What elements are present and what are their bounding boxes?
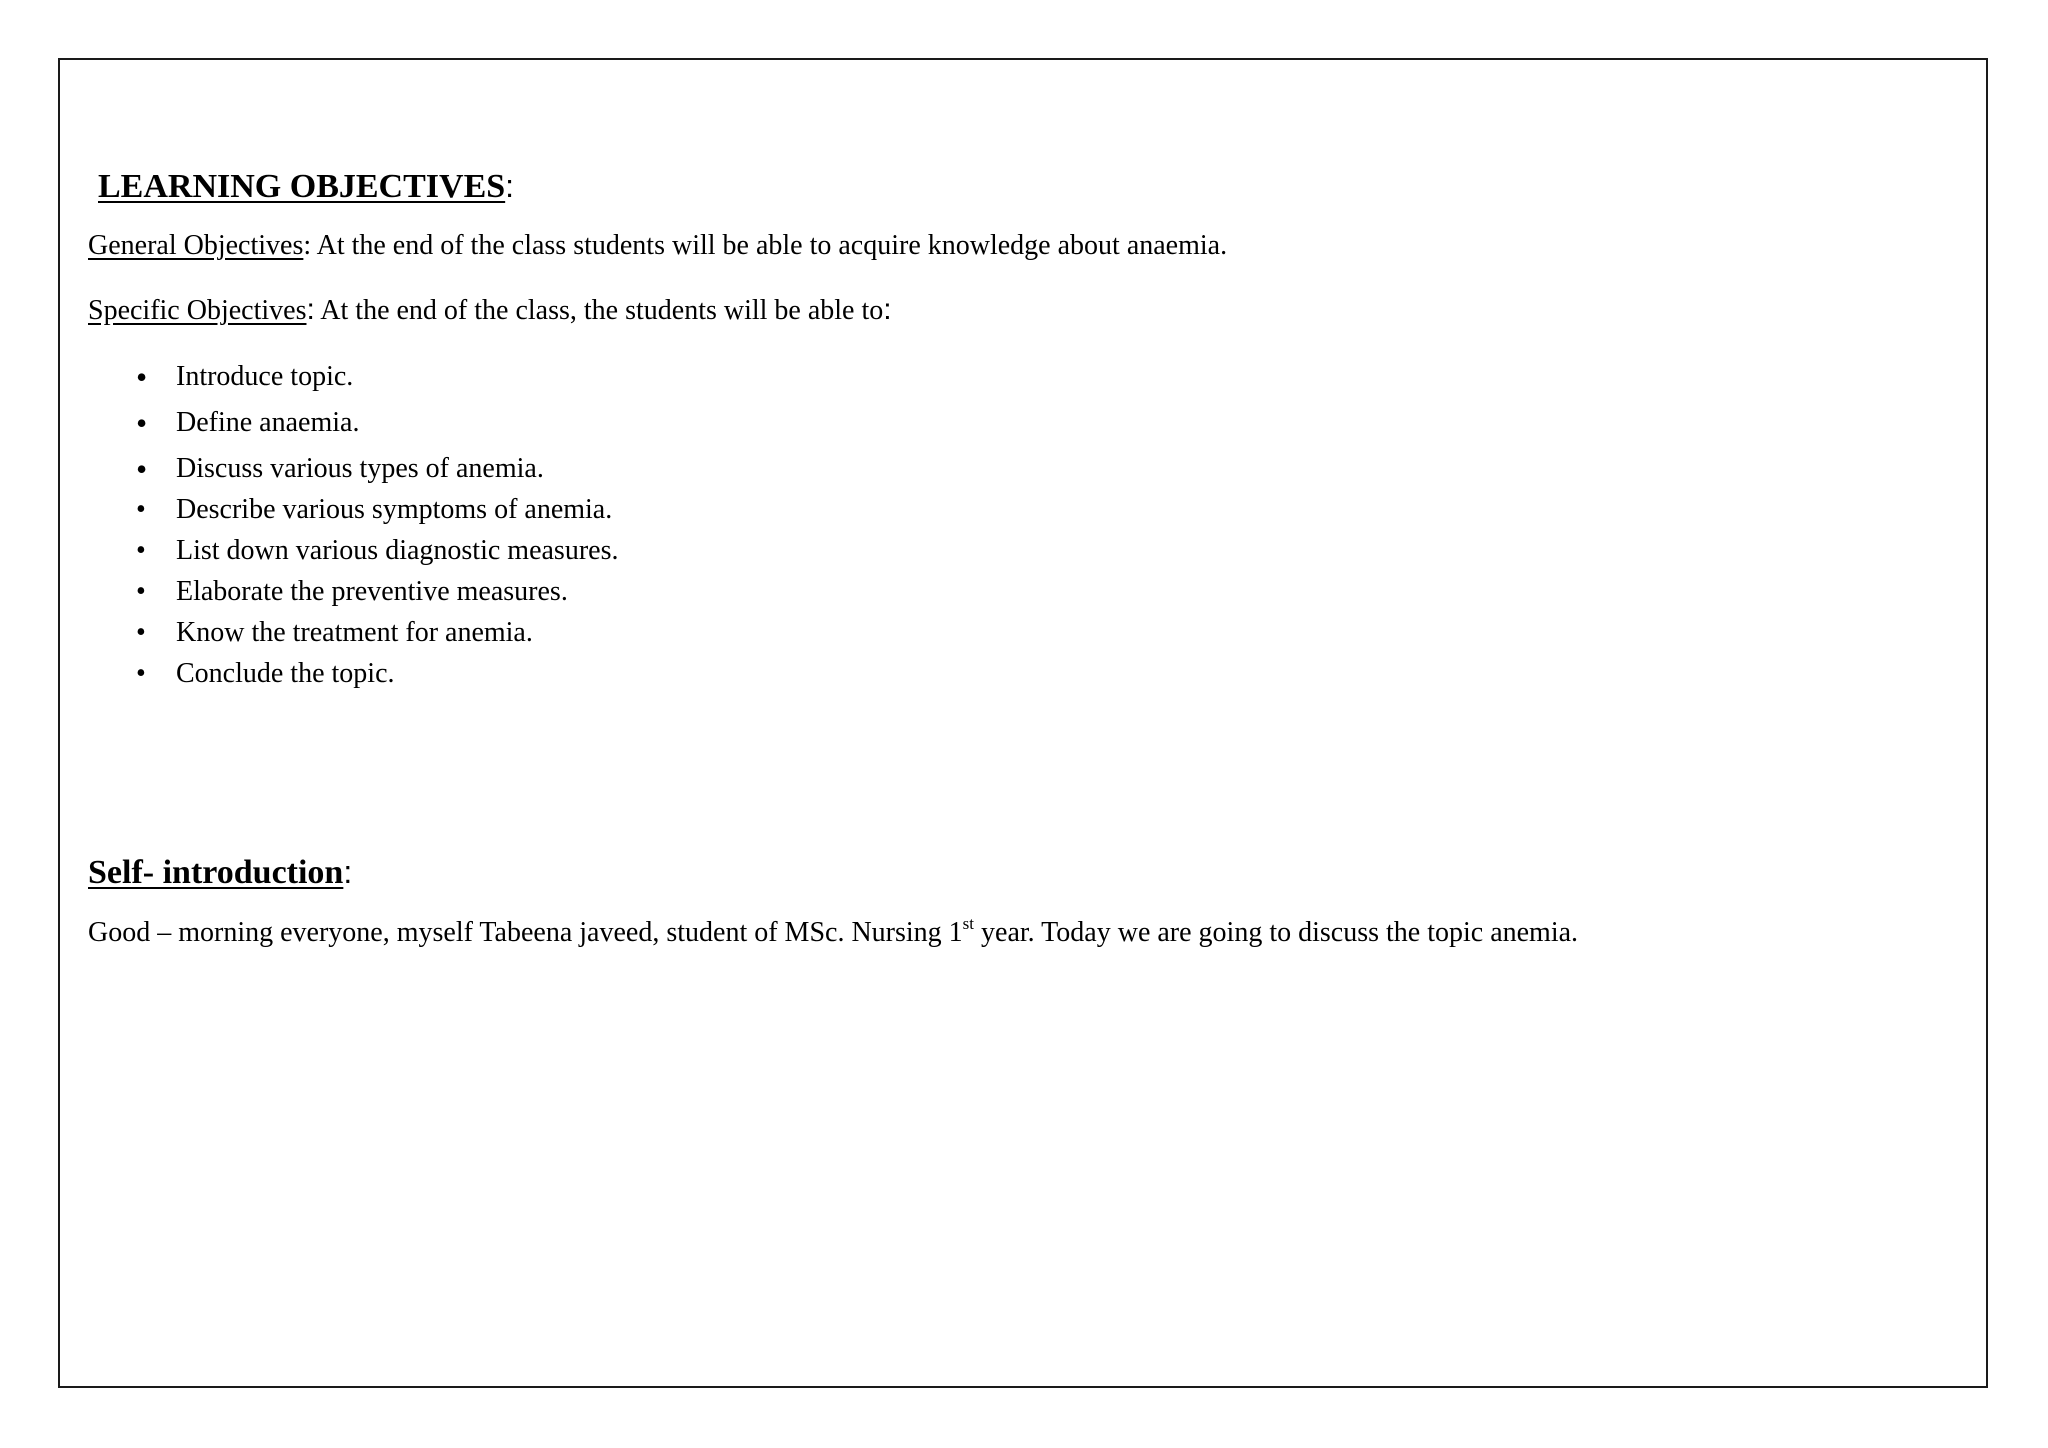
general-objectives	[88, 229, 1227, 263]
specific-objectives-end-colon: :	[883, 293, 892, 326]
list-item-text: Conclude the topic.	[176, 658, 395, 689]
bullet-icon: •	[136, 451, 148, 487]
intro-text-after: year. Today we are going to discuss the topic anemia.	[974, 917, 1579, 948]
bullet-icon: •	[136, 494, 146, 525]
list-item-text: Define anaemia.	[176, 407, 360, 438]
bullet-icon: •	[136, 535, 146, 566]
list-item-text: Introduce topic.	[176, 361, 354, 392]
bullet-icon: •	[136, 359, 148, 395]
general-objectives-text: : At the end of the class students will be able to acquire knowledge about anaemia.	[303, 230, 1228, 261]
specific-objectives-label: Specific Objectives	[88, 295, 307, 326]
learning-objectives-title: LEARNING OBJECTIVES	[98, 168, 506, 205]
list-item-text: List down various diagnostic measures.	[176, 535, 619, 566]
general-objectives-label: General Objectives	[88, 230, 304, 261]
list-item-text: Discuss various types of anemia.	[176, 453, 544, 484]
bullet-icon: •	[136, 405, 148, 441]
list-item-text: Know the treatment for anemia.	[176, 617, 533, 648]
learning-objectives-heading	[98, 166, 514, 207]
specific-objectives-text: At the end of the class, the students will be able to	[314, 295, 884, 326]
list-item-text: Elaborate the preventive measures.	[176, 576, 568, 607]
bullet-icon: •	[136, 658, 146, 689]
intro-text-before: Good – morning everyone, myself Tabeena javeed, student of MSc. Nursing 1	[88, 917, 963, 948]
specific-objectives	[88, 293, 892, 328]
bullet-icon: •	[136, 617, 146, 648]
self-introduction-text	[88, 913, 1579, 950]
specific-objectives-colon: :	[306, 293, 315, 326]
learning-objectives-colon: :	[505, 168, 515, 204]
self-introduction-colon: :	[343, 854, 353, 890]
bullet-icon: •	[136, 576, 146, 607]
self-introduction-heading	[88, 852, 352, 893]
self-introduction-title: Self- introduction	[88, 854, 344, 891]
list-item-text: Describe various symptoms of anemia.	[176, 494, 613, 525]
intro-superscript: st	[962, 913, 975, 933]
